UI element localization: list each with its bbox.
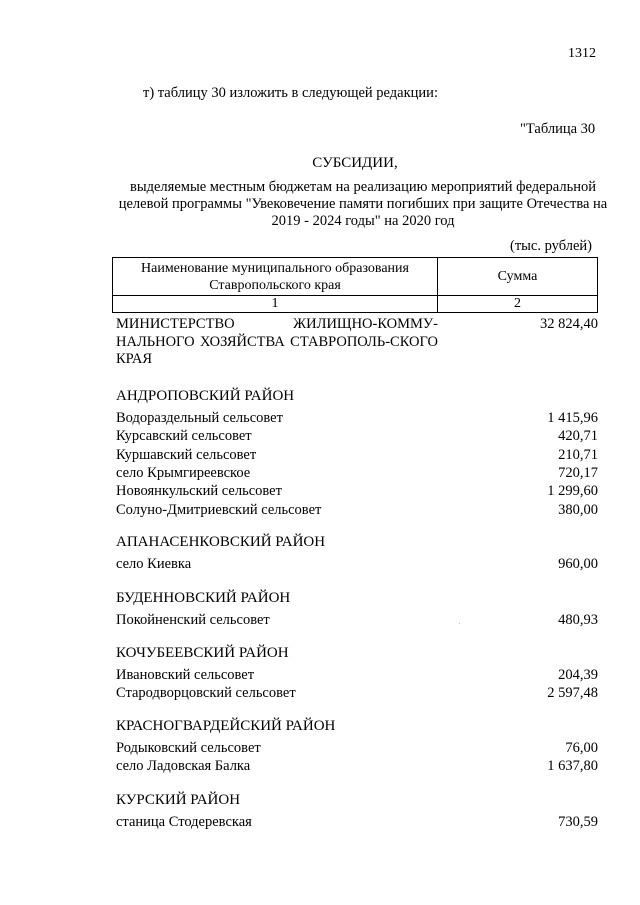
intro-text: т) таблицу 30 изложить в следующей редакции: bbox=[143, 85, 438, 101]
subsidy-amount: 420,71 bbox=[558, 428, 598, 445]
settlement-name: село Крымгиреевское bbox=[116, 464, 251, 481]
subsidy-amount: 2 597,48 bbox=[547, 685, 598, 702]
ministry-value: 32 824,40 bbox=[540, 316, 598, 332]
settlement-name: Новоянкульский сельсовет bbox=[116, 483, 282, 500]
district-heading: КУРСКИЙ РАЙОН bbox=[116, 792, 241, 808]
document-subtitle: выделяемые местным бюджетам на реализацию мероприятий федеральной целевой программы "Увековечение памяти погибших при защите Отечества на 2019 - 2024 годы" на 2020 год bbox=[118, 179, 608, 229]
settlement-name: село Киевка bbox=[116, 556, 192, 572]
subsidy-amount: 380,00 bbox=[558, 501, 598, 518]
table-row bbox=[116, 814, 598, 832]
table-row bbox=[116, 447, 598, 465]
subsidy-amount: 1 299,60 bbox=[547, 483, 598, 500]
scan-speck bbox=[459, 623, 460, 624]
settlement-name: Ивановский сельсовет bbox=[116, 667, 255, 683]
table-header bbox=[112, 257, 598, 313]
settlement-name: Куршавский сельсовет bbox=[116, 446, 257, 463]
district-heading: АНДРОПОВСКИЙ РАЙОН bbox=[116, 388, 295, 404]
subsidy-amount: 210,71 bbox=[558, 446, 598, 463]
settlement-name: Курсавский сельсовет bbox=[116, 428, 252, 445]
settlement-name: Стародворцовский сельсовет bbox=[116, 685, 296, 702]
subsidy-amount: 480,93 bbox=[558, 612, 598, 628]
settlement-name: Солуно-Дмитриевский сельсовет bbox=[116, 501, 322, 518]
ministry-name: МИНИСТЕРСТВО ЖИЛИЩНО-КОММУ-НАЛЬНОГО ХОЗЯЙСТВА СТАВРОПОЛЬ-СКОГО КРАЯ bbox=[116, 316, 438, 367]
table-row bbox=[116, 740, 598, 758]
district-heading: КРАСНОГВАРДЕЙСКИЙ РАЙОН bbox=[116, 718, 336, 734]
document-title: СУБСИДИИ, bbox=[312, 155, 398, 171]
table-row bbox=[116, 502, 598, 520]
settlement-name: село Ладовская Балка bbox=[116, 758, 251, 775]
unit-label: (тыс. рублей) bbox=[510, 238, 592, 254]
table-row bbox=[116, 428, 598, 446]
page-number: 1312 bbox=[568, 46, 596, 61]
column-header-name: Наименование муниципального образования Ставропольского края bbox=[113, 258, 438, 296]
subsidy-amount: 76,00 bbox=[565, 740, 598, 756]
table-row bbox=[116, 612, 598, 630]
subsidy-amount: 1 637,80 bbox=[547, 758, 598, 775]
table-reference: "Таблица 30 bbox=[520, 121, 596, 137]
district-heading: АПАНАСЕНКОВСКИЙ РАЙОН bbox=[116, 534, 326, 550]
subsidy-amount: 960,00 bbox=[558, 556, 598, 572]
column-number-2: 2 bbox=[438, 296, 598, 313]
column-number-1: 1 bbox=[113, 296, 438, 313]
settlement-name: станица Стодеревская bbox=[116, 814, 252, 830]
subsidy-amount: 1 415,96 bbox=[547, 410, 598, 426]
settlement-name: Водораздельный сельсовет bbox=[116, 410, 283, 426]
subsidy-amount: 720,17 bbox=[558, 464, 598, 481]
table-row bbox=[116, 465, 598, 483]
district-heading: КОЧУБЕЕВСКИЙ РАЙОН bbox=[116, 645, 289, 661]
table-row bbox=[116, 667, 598, 685]
table-row bbox=[116, 483, 598, 501]
column-header-sum: Сумма bbox=[438, 258, 598, 296]
district-heading: БУДЕННОВСКИЙ РАЙОН bbox=[116, 590, 291, 606]
table-row bbox=[116, 410, 598, 428]
table-row bbox=[116, 758, 598, 776]
subsidy-amount: 730,59 bbox=[558, 814, 598, 830]
subsidy-amount: 204,39 bbox=[558, 667, 598, 683]
table-row bbox=[116, 685, 598, 703]
table-row bbox=[116, 556, 598, 574]
settlement-name: Покойненский сельсовет bbox=[116, 612, 270, 628]
settlement-name: Родыковский сельсовет bbox=[116, 740, 261, 756]
